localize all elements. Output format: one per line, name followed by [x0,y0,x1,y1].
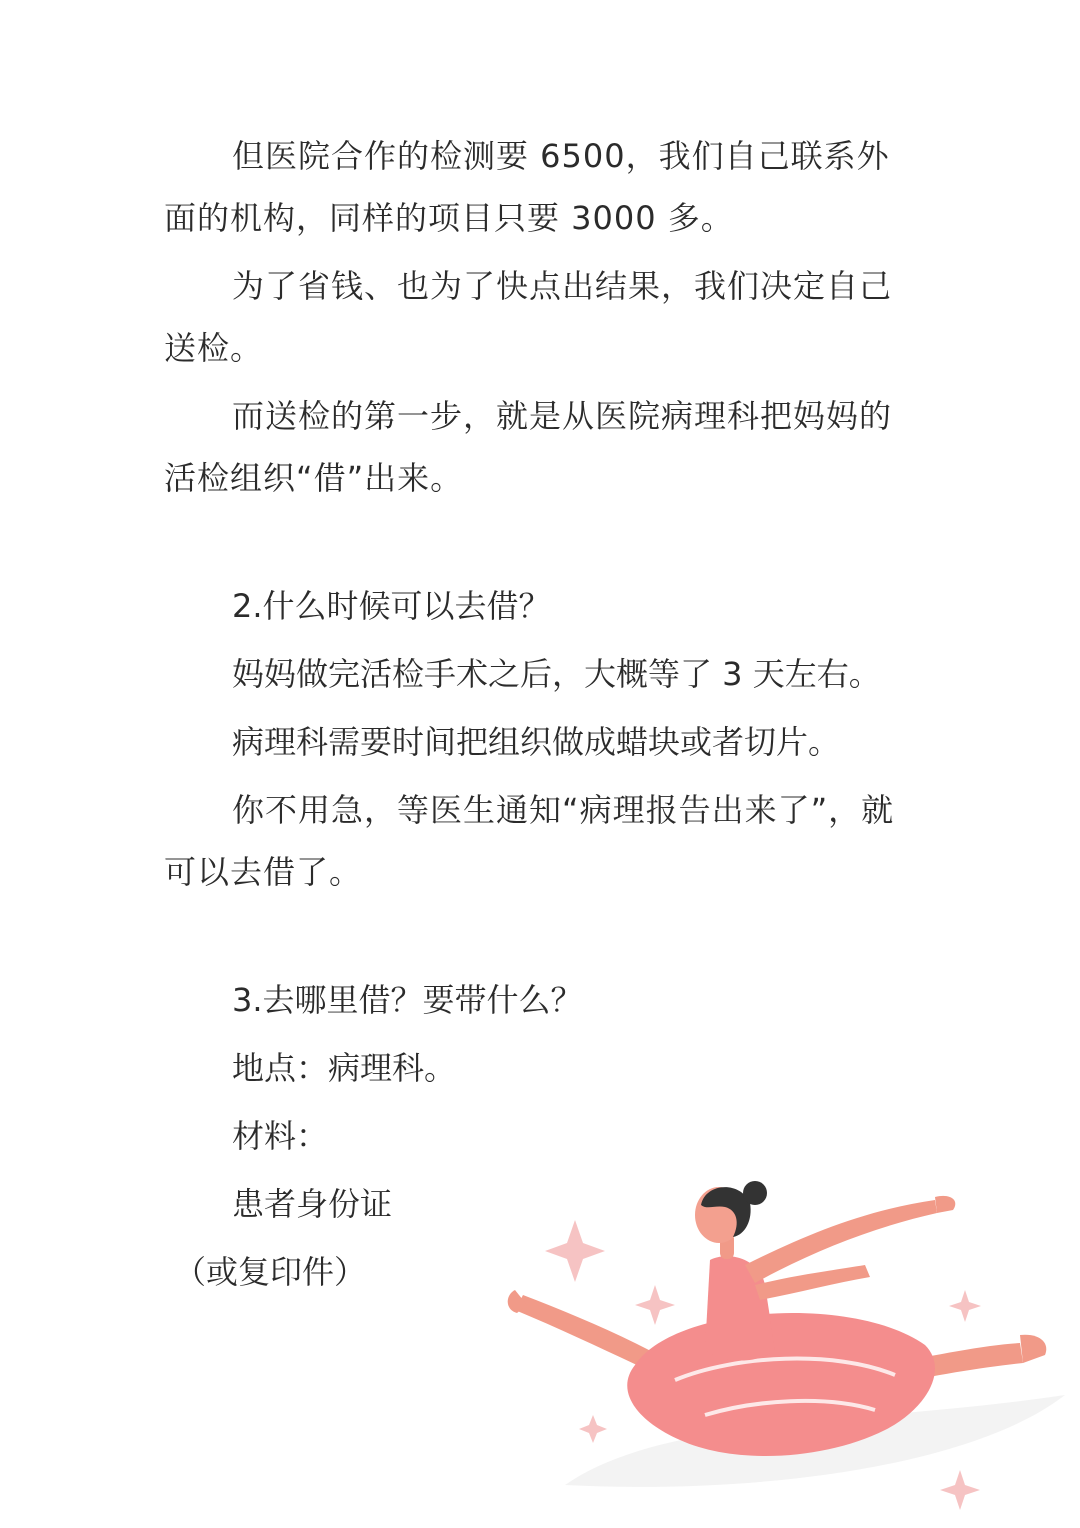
section-gap [164,909,916,969]
article-body [164,125,916,1303]
location-line: 地点：病理科。 [232,1049,457,1087]
front-foot [1020,1335,1046,1363]
sparkle-icon [545,1220,605,1282]
material-item-id-card: 患者身份证 [232,1185,393,1223]
paragraph-3: 而送检的第一步，就是从医院病理科把妈妈的活检组织“借”出来。 [164,397,893,497]
sparkle-icon [940,1470,980,1510]
section-2-paragraph-3: 你不用急，等医生通知“病理报告出来了”，就可以去借了。 [164,791,895,891]
ballerina-illustration [505,1165,1080,1528]
material-item-note: （或复印件） [174,1253,367,1291]
paragraph-1: 但医院合作的检测要 6500，我们自己联系外面的机构，同样的项目只要 3000 多。 [164,137,890,237]
sparkle-icon [949,1290,981,1322]
hair-bun [743,1181,767,1205]
section-2-paragraph-1: 妈妈做完活检手术之后，大概等了 3 天左右。 [232,655,881,693]
sparkle-icon [579,1415,607,1443]
materials-label: 材料： [232,1117,329,1155]
section-2-paragraph-2: 病理科需要时间把组织做成蜡块或者切片。 [232,723,841,761]
raised-hand [935,1196,955,1213]
section-gap [164,515,916,575]
section-2-heading: 2.什么时候可以去借？ [232,587,551,625]
section-3-heading: 3.去哪里借？要带什么？ [232,981,583,1019]
sparkle-icon [635,1285,675,1325]
paragraph-2: 为了省钱、也为了快点出结果，我们决定自己送检。 [164,267,893,367]
